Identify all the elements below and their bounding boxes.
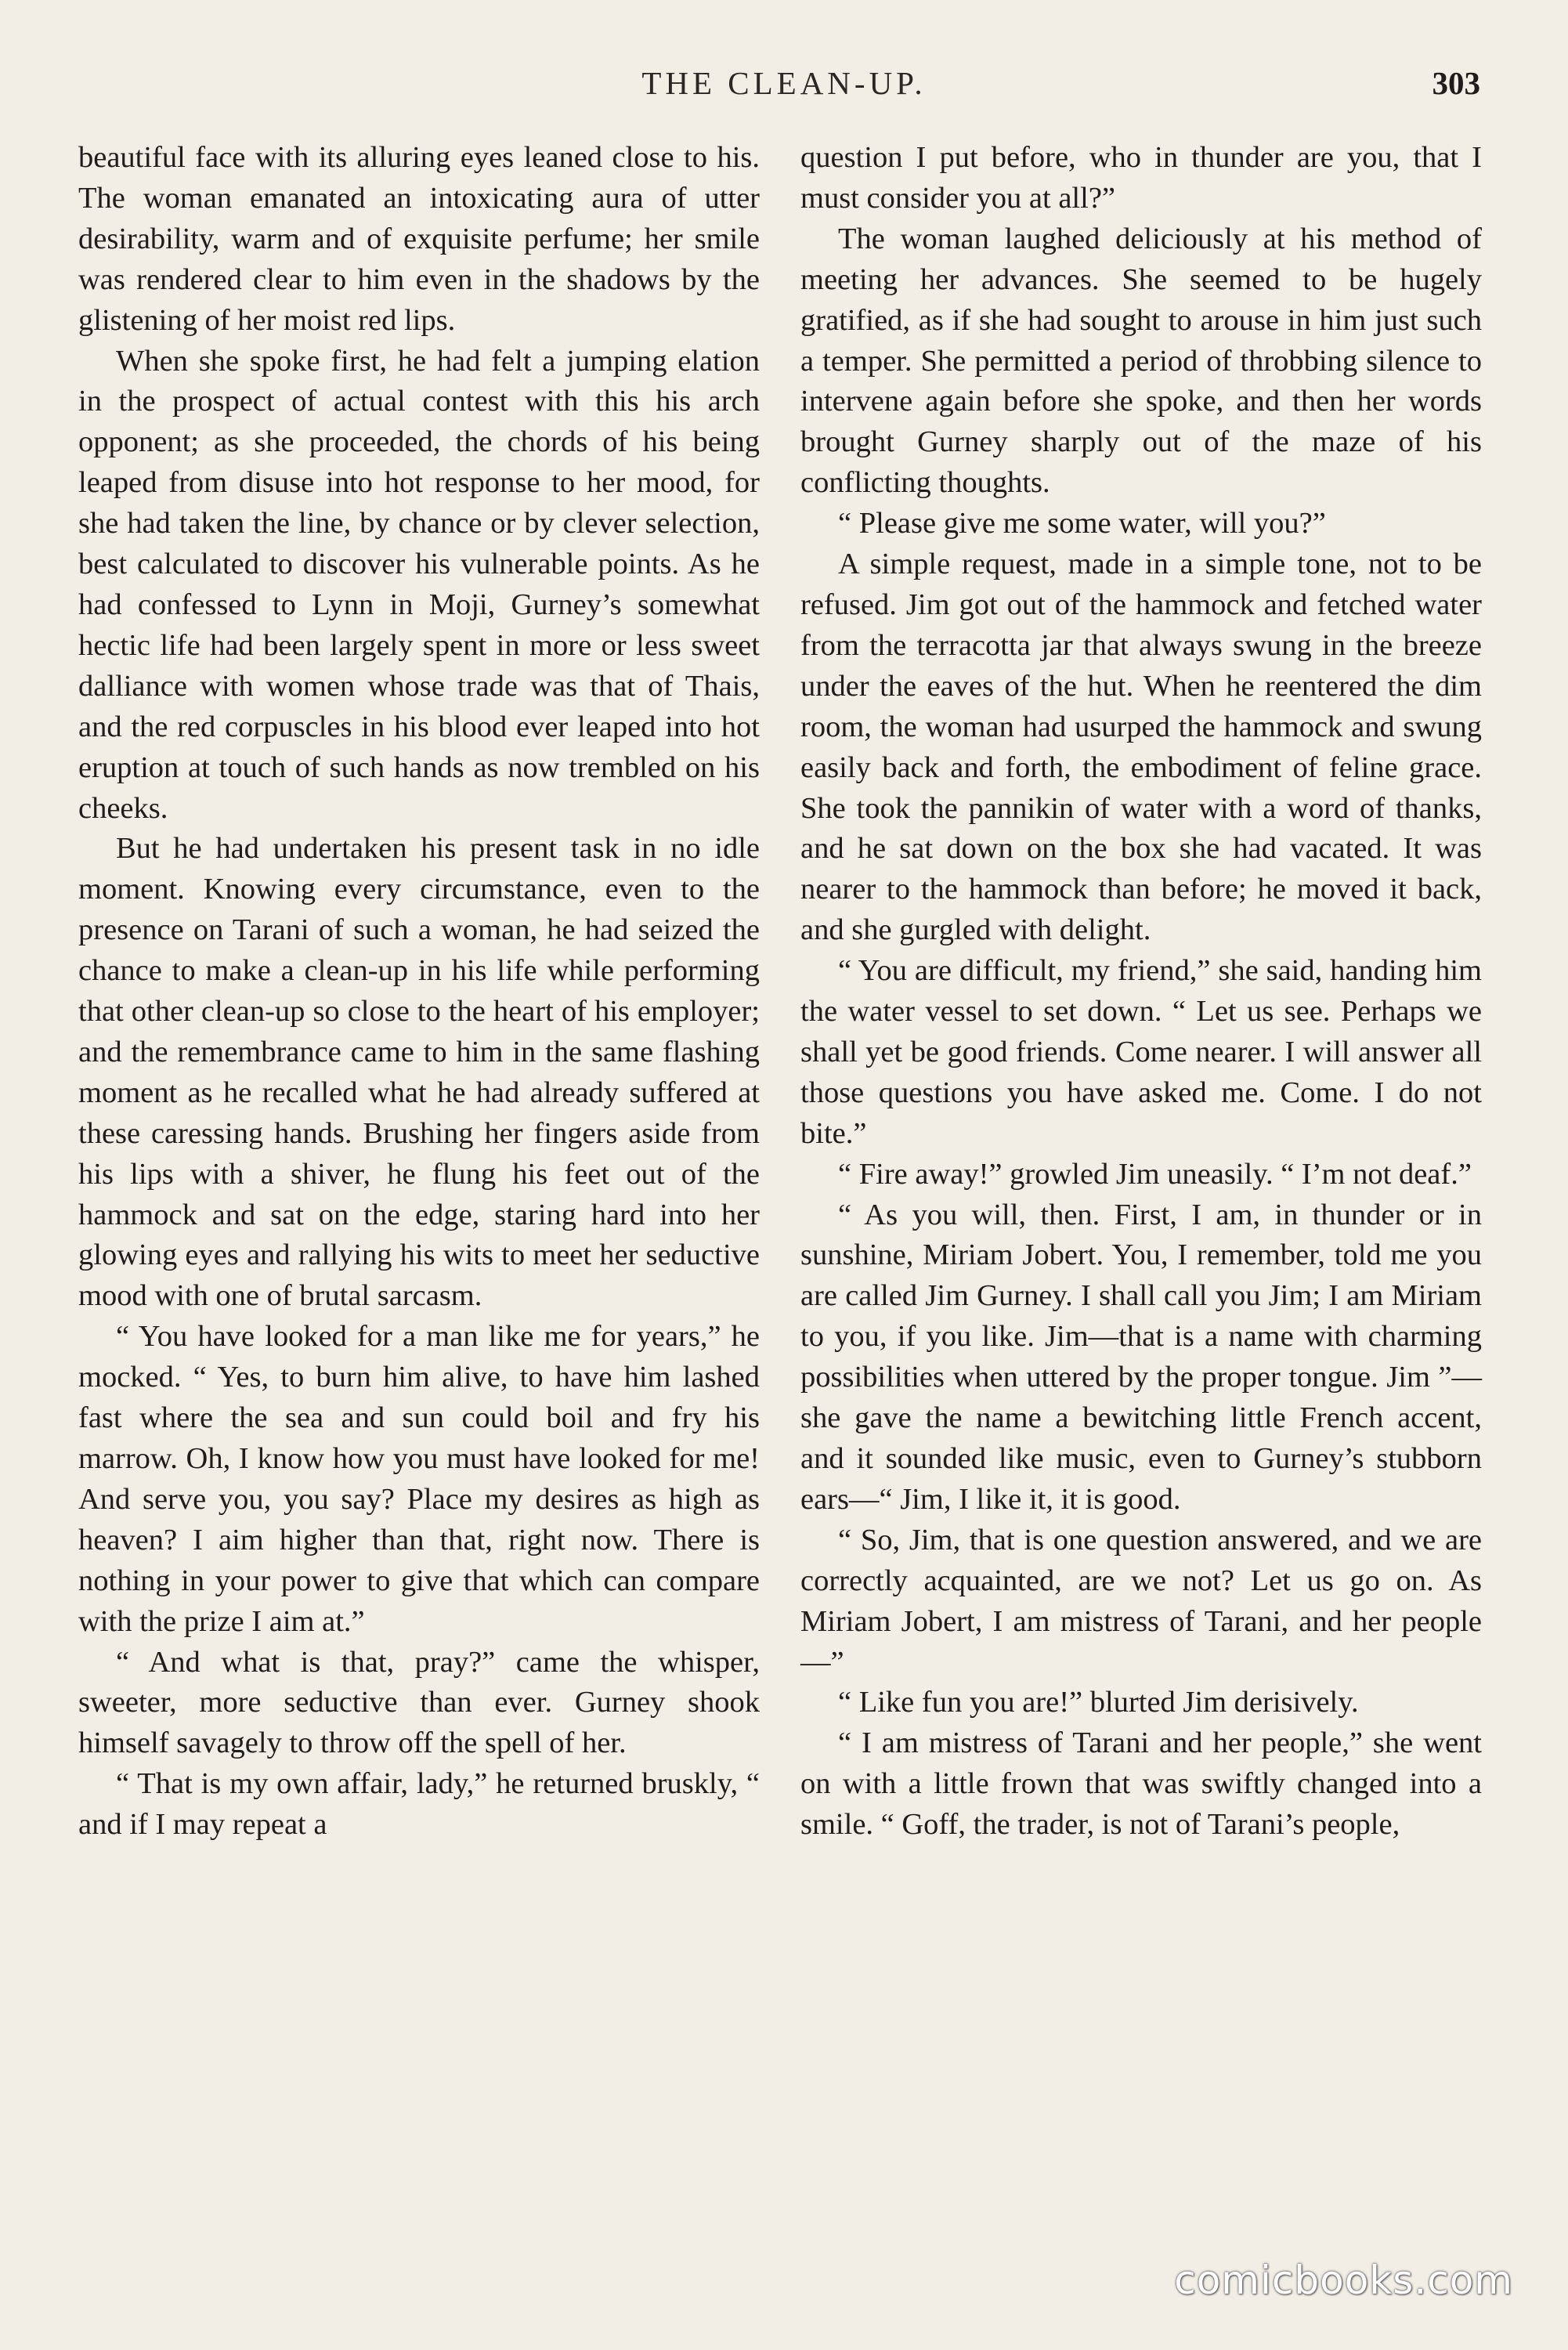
page-number: 303 [1432, 65, 1480, 101]
left-column [78, 138, 760, 1846]
right-column [800, 138, 1482, 1846]
paragraph: A simple request, made in a simple tone, not to be refused. Jim got out of the hammock and fetched water from the terracotta jar that always swung in the breeze under the eaves of the hut. When he reentered the dim room, the woman had usurped the hammock and swung easily back and forth, the embodiment of feline grace. She took the pannikin of water with a word of thanks, and he sat down on the box she had vacated. It was nearer to the hammock than before; he moved it back, and she gurgled with delight. [800, 548, 1482, 947]
paragraph: “ You are difficult, my friend,” she said, handing him the water vessel to set down. “ Let us see. Perhaps we shall yet be good friends. Come nearer. I will answer all those questions you have asked me. Come. I do not bite.” [800, 954, 1482, 1150]
paragraph: beautiful face with its alluring eyes leaned close to his. The woman emanated an intoxicating aura of utter desirability, warm and of exquisite perfume; her smile was rendered clear to him even in the shadows by the glistening of her moist red lips. [78, 141, 760, 337]
paragraph: “ And what is that, pray?” came the whisper, sweeter, more seductive than ever. Gurney shook himself savagely to throw off the spell of her. [78, 1645, 760, 1760]
paragraph: But he had undertaken his present task in no idle moment. Knowing every circumstance, even to the presence on Tarani of such a woman, he had seized the chance to make a clean-up in his life while performing that other clean-up so close to the heart of his employer; and the remembrance came to him in the same flashing moment as he recalled what he had already suffered at these caressing hands. Brushing her fingers aside from his lips with a shiver, he flung his feet out of the hammock and sat on the edge, staring hard into her glowing eyes and rallying his wits to meet her seductive mood with one of brutal sarcasm. [78, 832, 760, 1313]
paragraph: question I put before, who in thunder are you, that I must consider you at all?” [800, 141, 1482, 215]
paragraph: The woman laughed deliciously at his method of meeting her advances. She seemed to be hugely gratified, as if she had sought to arouse in him just such a temper. She permitted a period of throbbing silence to intervene again before she spoke, and then her words brought Gurney sharply out of the maze of his conflicting thoughts. [800, 222, 1482, 500]
paragraph: “ So, Jim, that is one question answered, and we are correctly acquainted, are we not? Let us go on. As Miriam Jobert, I am mistress of Tarani, and her people—” [800, 1523, 1482, 1679]
paragraph: “ I am mistress of Tarani and her people,” she went on with a little frown that was swiftly changed into a smile. “ Goff, the trader, is not of Tarani’s people, [800, 1726, 1482, 1842]
paragraph: “ Fire away!” growled Jim uneasily. “ I’m not deaf.” [838, 1157, 1472, 1191]
watermark: comicbooks.com [1174, 2258, 1513, 2303]
paragraph: “ Please give me some water, will you?” [838, 507, 1326, 540]
running-title: THE CLEAN-UP. [641, 65, 927, 101]
paragraph: “ Like fun you are!” blurted Jim derisively. [838, 1686, 1359, 1719]
paragraph: When she spoke first, he had felt a jumping elation in the prospect of actual contest with this his arch opponent; as she proceeded, the chords of his being leaped from disuse into hot response to her mood, for she had taken the line, by chance or by clever selection, best calculated to discover his vulnerable points. As he had confessed to Lynn in Moji, Gurney’s somewhat hectic life had been largely spent in more or less sweet dalliance with women whose trade was that of Thais, and the red corpuscles in his blood ever leaped into hot eruption at touch of such hands as now trembled on his cheeks. [78, 344, 760, 825]
paragraph: “ You have looked for a man like me for years,” he mocked. “ Yes, to burn him alive, to have him lashed fast where the sea and sun could boil and fry his marrow. Oh, I know how you must have looked for me! And serve you, you say? Place my desires as high as heaven? I aim higher than that, right now. There is nothing in your power to give that which can compare with the prize I aim at.” [78, 1320, 760, 1638]
paragraph: “ As you will, then. First, I am, in thunder or in sunshine, Miriam Jobert. You, I remember, told me you are called Jim Gurney. I shall call you Jim; I am Miriam to you, if you like. Jim—that is a name with charming possibilities when uttered by the proper tongue. Jim ”—she gave the name a bewitching little French accent, and it sounded like music, even to Gurney’s stubborn ears—“ Jim, I like it, it is good. [800, 1198, 1482, 1516]
running-head [0, 64, 1568, 111]
paragraph: “ That is my own affair, lady,” he returned bruskly, “ and if I may repeat a [78, 1767, 760, 1842]
